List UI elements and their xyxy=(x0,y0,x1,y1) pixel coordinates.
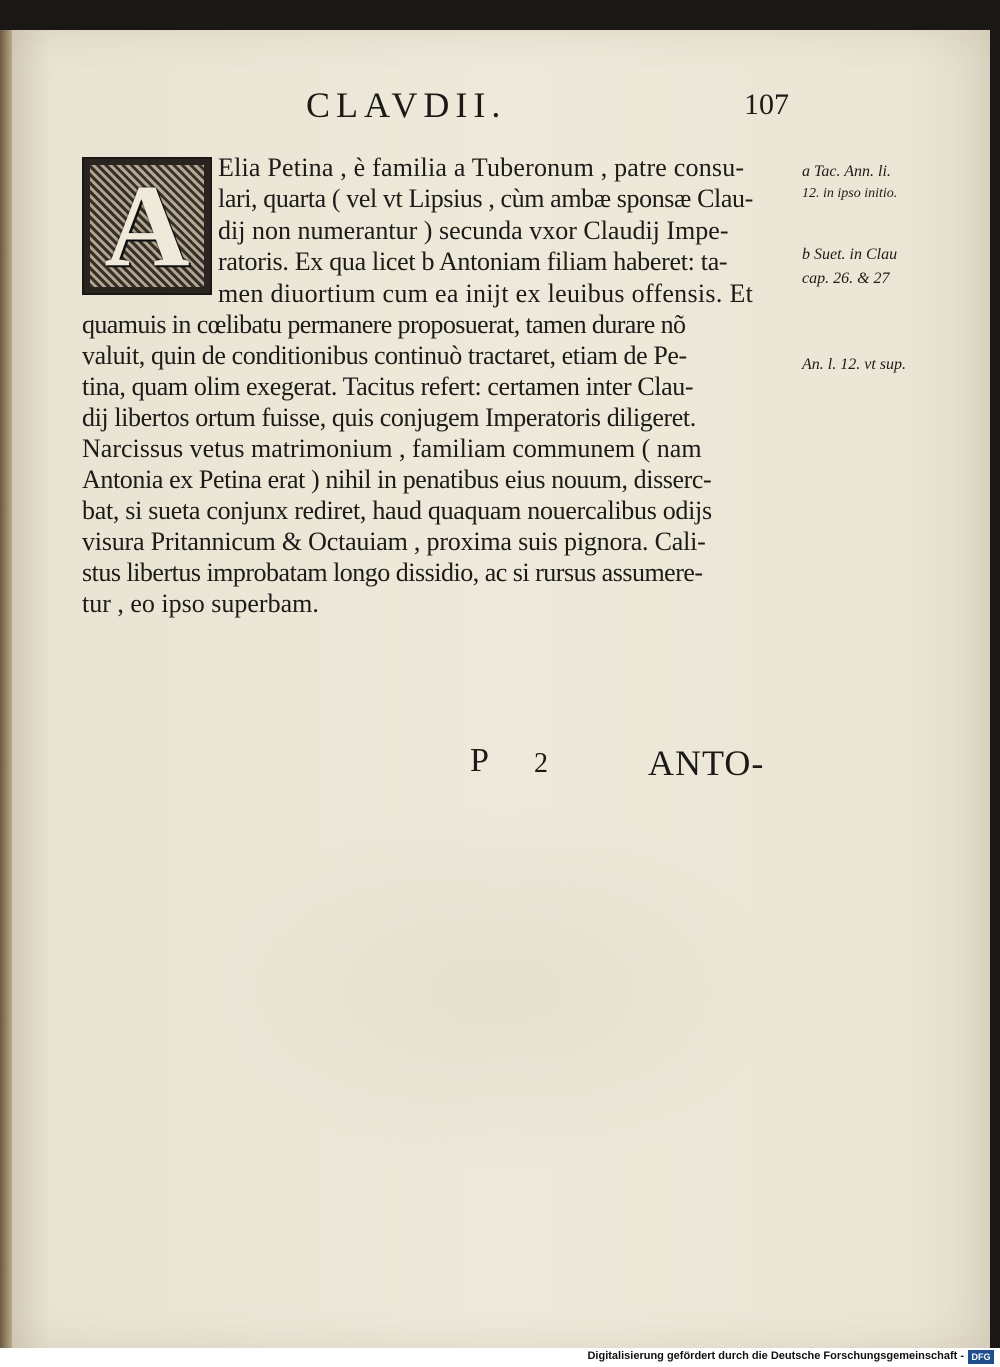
body-line: Antonia ex Petina erat ) nihil in penatibus eius nouum, disserc- xyxy=(82,465,712,494)
body-line: men diuortium cum ea inijt ex leuibus offensis. Et xyxy=(218,279,754,308)
book-spine-edge xyxy=(0,30,12,1348)
body-line: dij libertos ortum fuisse, quis conjugem Imperatoris diligeret. xyxy=(82,403,696,432)
marginal-note: 12. in ipso initio. xyxy=(802,186,898,201)
body-line: Narcissus vetus matrimonium , familiam communem ( nam xyxy=(82,434,702,463)
initial-letter: A xyxy=(104,160,190,291)
body-line: lari, quarta ( vel vt Lipsius , cùm ambæ sponsæ Clau- xyxy=(218,184,753,213)
body-line: stus libertus improbatam longo dissidio, ac si rursus assumere- xyxy=(82,558,703,587)
body-line: tur , eo ipso superbam. xyxy=(82,589,319,618)
marginal-note: b Suet. in Clau xyxy=(802,246,898,263)
body-line: quamuis in cœlibatu permanere proposuerat, tamen durare nõ xyxy=(82,310,686,339)
body-line: dij non numerantur ) secunda vxor Claudij Impe- xyxy=(218,216,729,245)
body-line: ratoris. Ex qua licet b Antoniam filiam haberet: ta- xyxy=(218,247,728,276)
show-through-shadow xyxy=(220,800,780,1180)
marginal-note: An. l. 12. vt sup. xyxy=(802,356,906,373)
digitization-credit: Digitalisierung gefördert durch die Deutsche Forschungsgemeinschaft - xyxy=(587,1350,964,1362)
body-line: valuit, quin de conditionibus continuò tractaret, etiam de Pe- xyxy=(82,341,687,370)
page-number: 107 xyxy=(744,88,789,121)
dfg-logo: DFG xyxy=(968,1350,994,1364)
signature-mark: P xyxy=(470,742,489,779)
marginal-note: a Tac. Ann. li. xyxy=(802,163,891,180)
body-line: bat, si sueta conjunx rediret, haud quaquam nouercalibus odijs xyxy=(82,496,712,525)
body-line: tina, quam olim exegerat. Tacitus refert: certamen inter Clau- xyxy=(82,372,694,401)
body-line: Elia Petina , è familia a Tuberonum , patre consu- xyxy=(218,153,745,182)
signature-number: 2 xyxy=(534,748,548,779)
marginal-note: cap. 26. & 27 xyxy=(802,270,890,287)
catchword: ANTO- xyxy=(648,743,765,783)
body-line: visura Pritannicum & Octauiam , proxima suis pignora. Cali- xyxy=(82,527,706,556)
running-head: CLAVDII. xyxy=(306,85,507,125)
decorated-initial xyxy=(82,157,212,295)
